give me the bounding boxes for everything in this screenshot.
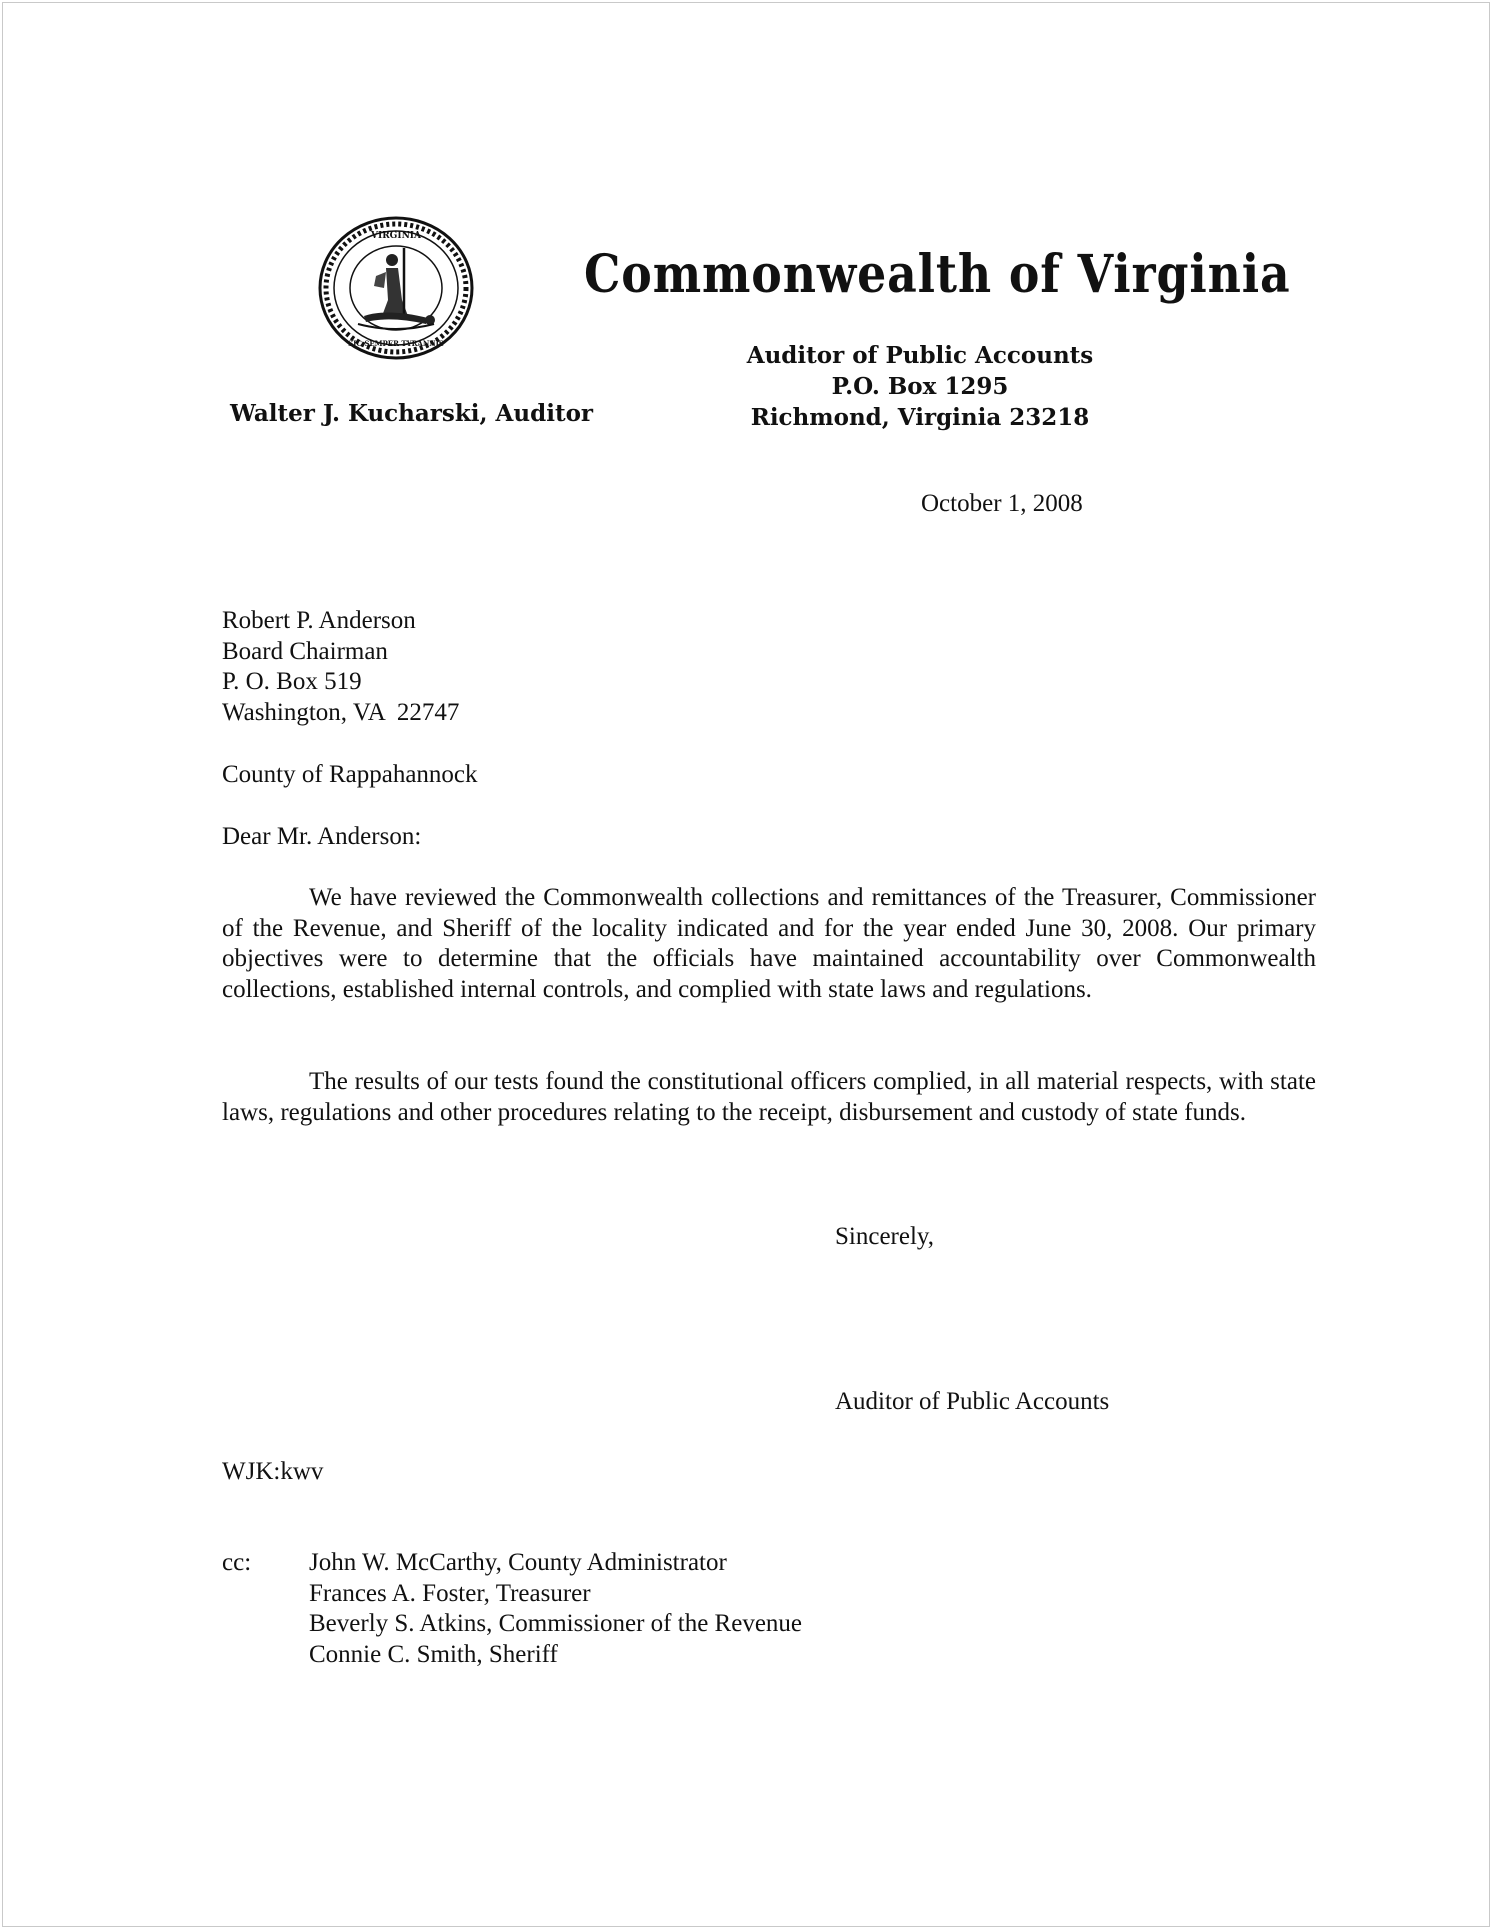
reference-initials: WJK:kwv bbox=[222, 1458, 324, 1485]
office-name: Auditor of Public Accounts bbox=[746, 342, 1094, 369]
closing: Sincerely, bbox=[835, 1223, 935, 1250]
cc-list bbox=[309, 1548, 802, 1670]
recipient-city: Washington, VA 22747 bbox=[222, 698, 460, 726]
cc-item: John W. McCarthy, County Administrator bbox=[309, 1549, 727, 1576]
auditor-name: Walter J. Kucharski, Auditor bbox=[230, 400, 594, 427]
county-line: County of Rappahannock bbox=[222, 761, 478, 788]
office-po-box: P.O. Box 1295 bbox=[831, 373, 1009, 400]
recipient-title: Board Chairman bbox=[222, 637, 388, 665]
svg-text:SIC SEMPER TYRANNIS: SIC SEMPER TYRANNIS bbox=[348, 339, 444, 348]
svg-text:VIRGINIA: VIRGINIA bbox=[371, 231, 421, 241]
cc-item: Frances A. Foster, Treasurer bbox=[309, 1579, 591, 1607]
letterhead-title: Commonwealth of Virginia bbox=[584, 244, 1291, 305]
cc-item: Connie C. Smith, Sheriff bbox=[309, 1640, 558, 1668]
signer: Auditor of Public Accounts bbox=[835, 1388, 1110, 1415]
letter-date: October 1, 2008 bbox=[921, 490, 1083, 517]
body-paragraph: The results of our tests found the constitutional officers complied, in all material respects, with state laws, regulations and other procedures relating to the receipt, disbursement and custody of state funds. bbox=[222, 1068, 1316, 1126]
body-paragraph: We have reviewed the Commonwealth collections and remittances of the Treasurer, Commissioner of the Revenue, and Sheriff of the locality indicated and for the year ended June 30, 2008. Our primary objectives were to determine that the officials have maintained accountability over Commonwealth collections, established internal controls, and complied with state laws and regulations. bbox=[222, 884, 1316, 1003]
letterhead-address bbox=[700, 340, 1140, 433]
salutation: Dear Mr. Anderson: bbox=[222, 823, 422, 850]
office-city: Richmond, Virginia 23218 bbox=[750, 404, 1090, 431]
cc-item: Beverly S. Atkins, Commissioner of the Revenue bbox=[309, 1610, 803, 1638]
cc-label: cc: bbox=[222, 1549, 252, 1576]
recipient-address bbox=[222, 606, 459, 728]
recipient-po-box: P. O. Box 519 bbox=[222, 668, 362, 696]
recipient-name: Robert P. Anderson bbox=[222, 607, 416, 634]
virginia-seal-icon bbox=[318, 216, 474, 360]
